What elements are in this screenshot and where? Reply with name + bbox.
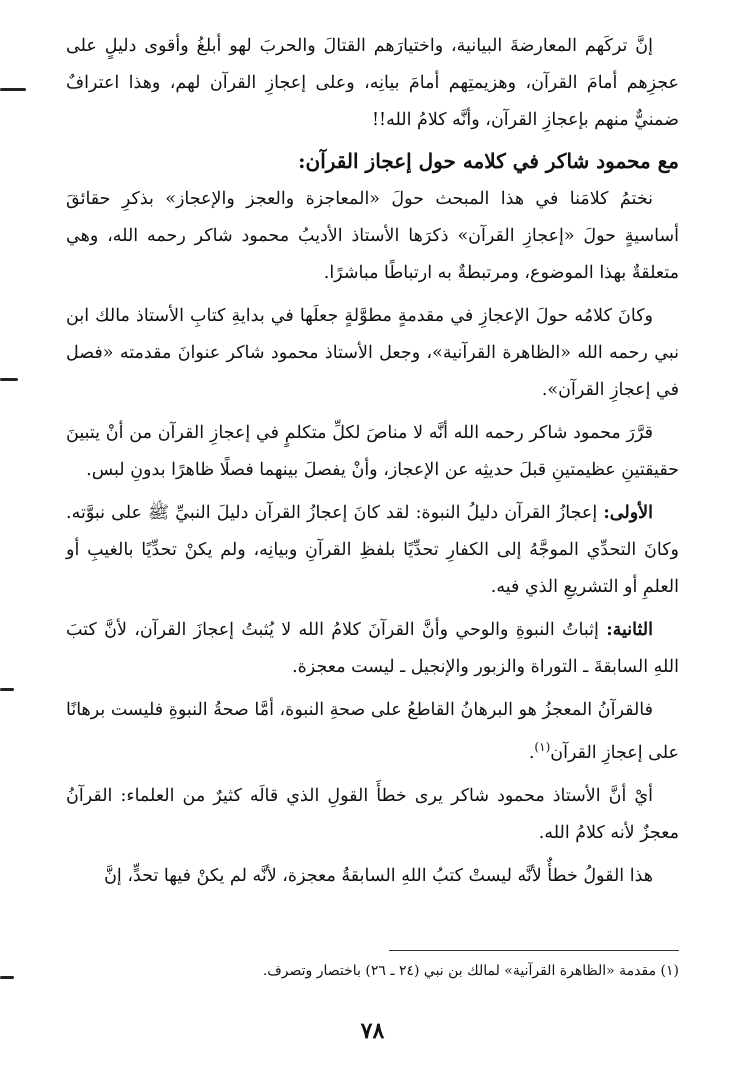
paragraph-first-truth <box>66 495 679 606</box>
footnote-divider <box>389 950 679 951</box>
second-truth-label: الثانية: <box>606 620 653 640</box>
paragraph-scholars-view: أيْ أنَّ الأستاذ محمود شاكر يرى خطأَ القولِ الذي قالَه كثيرٌ من العلماء: القرآنُ معجزٌ لأنه كلامُ الله. <box>66 785 679 843</box>
proof-tail: . <box>528 742 535 763</box>
paragraph-proof <box>66 692 679 772</box>
paragraph-closing-topic: نختمُ كلامَنا في هذا المبحث حولَ «المعاجزة والعجز والإعجاز» بذكرِ حقائقَ أساسيةٍ حولَ «إعجازِ القرآن» ذكرَها الأستاذ الأديبُ محمود شاكر رحمه الله، وهي متعلقةٌ بهذا الموضوع، ومرتبطةٌ به ارتباطًا مباشرًا. <box>66 189 679 283</box>
paragraph-second-truth <box>66 612 679 686</box>
margin-mark-4 <box>0 976 14 979</box>
first-truth-text: إعجازُ القرآن دليلُ النبوة: لقد كانَ إعجازُ القرآن دليلَ النبيِّ ﷺ على نبوَّته. وكانَ التحدِّي الموجَّهُ إلى الكفارِ تحدِّيًا بلفظِ القرآنِ وبيانِه، ولم يكنْ تحدِّيًا بالغيبِ أو العلمِ أو التشريعِ الذي فيه. <box>66 503 679 597</box>
footnote: (١) مقدمة «الظاهرة القرآنية» لمالك بن نبي (٢٤ ـ ٢٦) باختصار وتصرف. <box>262 963 679 979</box>
paragraph-refutation: هذا القولُ خطأٌ لأنَّه ليستْ كتبُ اللهِ السابقةُ معجزة، لأنَّه لم يكنْ فيها تحدٍّ، إنَّ <box>104 865 653 886</box>
margin-mark-3 <box>0 688 14 691</box>
footnote-reference[interactable]: (١) <box>534 740 551 754</box>
proof-text: فالقرآنُ المعجزُ هو البرهانُ القاطعُ على صحةِ النبوة، أمَّا صحةُ النبوةِ فليست برهانًا على إعجازِ القرآن <box>66 700 679 763</box>
paragraph-two-truths: قرَّرَ محمود شاكر رحمه الله أنَّه لا مناصَ لكلِّ متكلمٍ في إعجازِ القرآن من أنْ يتبينَ حقيقتينِ عظيمتينِ قبلَ حديثِه عن الإعجاز، وأنْ يفصلَ بينهما فصلًا ظاهرًا بدونِ لبس. <box>66 423 679 480</box>
section-heading: مع محمود شاكر في كلامه حول إعجاز القرآن: <box>298 149 679 173</box>
page-number: ٧٨ <box>360 1018 385 1044</box>
margin-mark-2 <box>0 378 18 381</box>
paragraph-preface-context: وكانَ كلامُه حولَ الإعجازِ في مقدمةٍ مطوَّلةٍ جعلَها في بدايةِ كتابِ الأستاذ مالك ابن نبي رحمه الله «الظاهرة القرآنية»، وجعل الأستاذ محمود شاكر عنوانَ مقدمته «فصل في إعجازِ القرآن». <box>66 306 679 400</box>
paragraph-intro: إنَّ تركَهم المعارضةَ البيانية، واختيارَهم القتالَ والحربَ لهو أبلغُ وأقوى دليلٍ على عجزِهم أمامَ القرآن، وهزيمتِهم أمامَ بيانِه، وعلى إعجازِ القرآن لهم، وهذا اعترافٌ ضمنيٌّ منهم بإعجازِ القرآن، وأنَّه كلامُ الله!! <box>66 36 679 130</box>
second-truth-text: إثباتُ النبوةِ والوحي وأنَّ القرآنَ كلامُ الله لا يُثبتُ إعجازَ القرآن، لأنَّ كتبَ اللهِ السابقةَ ـ التوراة والزبور والإنجيل ـ ليست معجزة. <box>66 620 679 677</box>
page-body <box>66 28 679 1068</box>
first-truth-label: الأولى: <box>603 503 653 523</box>
margin-mark-1 <box>0 88 26 91</box>
